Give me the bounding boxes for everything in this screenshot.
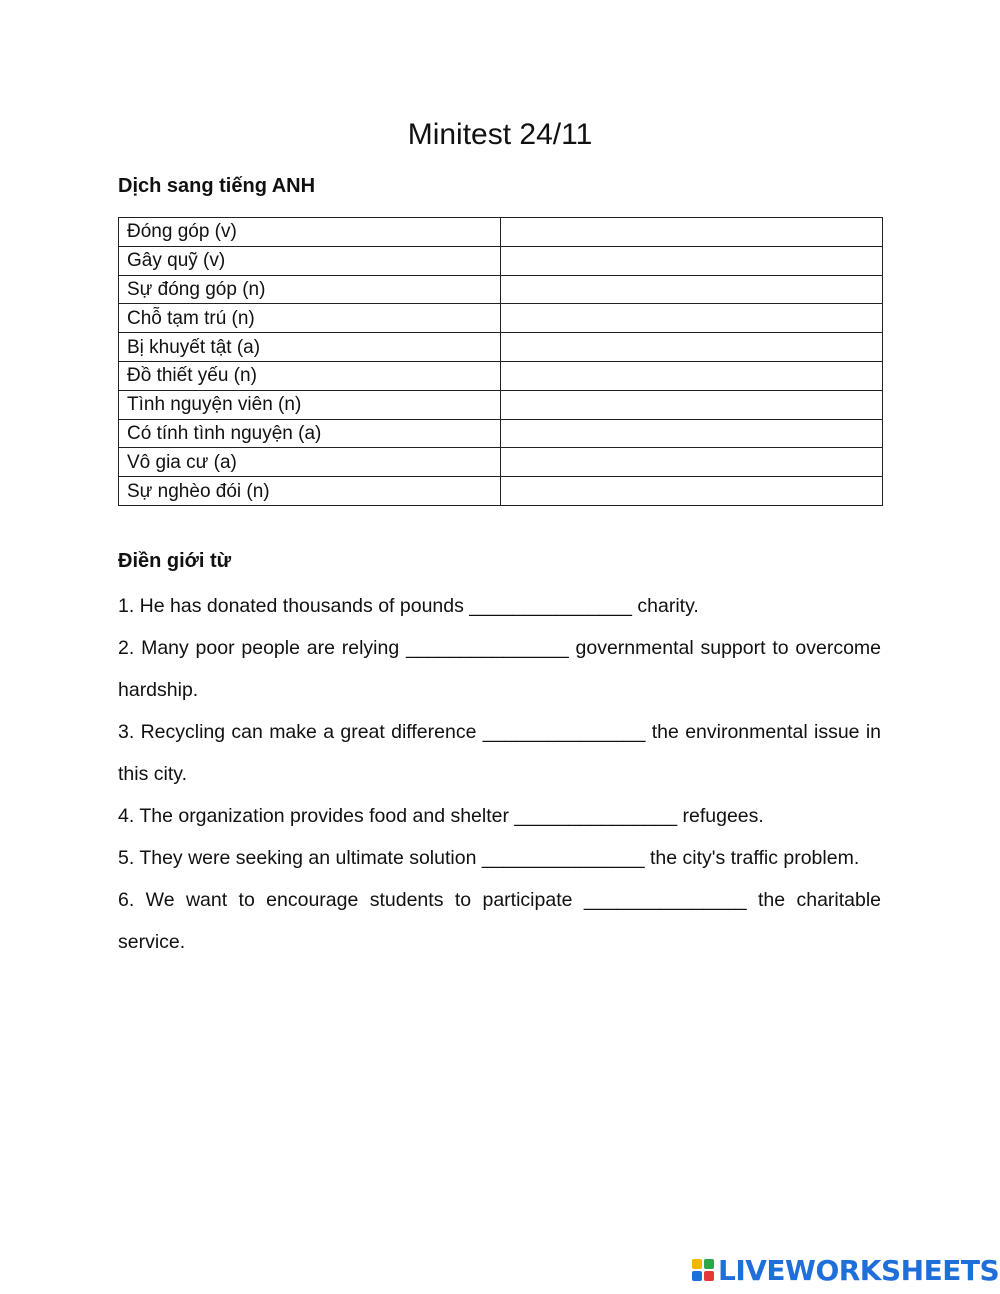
vocab-term: Sự nghèo đói (n) xyxy=(119,477,501,506)
translate-section-heading: Dịch sang tiếng ANH xyxy=(118,175,316,197)
exercise-text-before: 4. The organization provides food and shelter xyxy=(118,805,509,827)
liveworksheets-logo xyxy=(692,1252,999,1288)
answer-input[interactable] xyxy=(501,247,882,274)
exercise-item xyxy=(118,795,881,837)
answer-input[interactable] xyxy=(501,478,882,505)
answer-input[interactable] xyxy=(501,449,882,476)
table-row xyxy=(119,419,883,448)
logo-blocks-icon xyxy=(692,1259,714,1281)
answer-input[interactable] xyxy=(501,305,882,332)
exercise-text-before: 2. Many poor people are relying xyxy=(118,637,400,659)
answer-blank[interactable]: _______________ xyxy=(406,637,569,659)
vocab-term: Chỗ tạm trú (n) xyxy=(119,304,501,333)
answer-input[interactable] xyxy=(501,420,882,447)
exercise-text-after: the environmental issue in this city. xyxy=(118,721,882,785)
exercise-item xyxy=(118,585,881,627)
table-row xyxy=(119,477,883,506)
answer-blank[interactable]: _______________ xyxy=(469,595,632,617)
table-row xyxy=(119,361,883,390)
exercise-text-after: refugees. xyxy=(682,805,764,827)
exercise-text-before: 5. They were seeking an ultimate solution xyxy=(118,847,477,869)
exercise-text-after: charity. xyxy=(637,595,699,617)
answer-input[interactable] xyxy=(501,218,882,245)
vocab-term: Đóng góp (v) xyxy=(119,218,501,247)
answer-blank[interactable]: _______________ xyxy=(514,805,678,827)
table-row xyxy=(119,275,883,304)
table-row xyxy=(119,448,883,477)
vocab-term: Có tính tình nguyện (a) xyxy=(119,419,501,448)
vocab-term: Sự đóng góp (n) xyxy=(119,275,501,304)
vocabulary-table xyxy=(118,217,883,506)
vocab-term: Đồ thiết yếu (n) xyxy=(119,361,501,390)
exercise-text-before: 1. He has donated thousands of pounds xyxy=(118,595,464,617)
page-title: Minitest 24/11 xyxy=(407,118,593,151)
answer-blank[interactable]: _______________ xyxy=(482,721,646,743)
answer-input[interactable] xyxy=(501,276,882,303)
exercise-text-after: the city's traffic problem. xyxy=(649,847,860,869)
answer-input[interactable] xyxy=(501,334,882,361)
answer-input[interactable] xyxy=(501,362,882,389)
table-row xyxy=(119,304,883,333)
preposition-exercises xyxy=(118,585,881,963)
exercise-text-after: governmental support to overcome hardship. xyxy=(118,637,882,701)
answer-input[interactable] xyxy=(501,391,882,418)
table-row xyxy=(119,218,883,247)
vocab-term: Vô gia cư (a) xyxy=(119,448,501,477)
logo-text: LIVEWORKSHEETS xyxy=(718,1253,1000,1287)
exercise-text-after: the charitable service. xyxy=(118,889,882,953)
table-row xyxy=(119,246,883,275)
exercise-text-before: 6. We want to encourage students to participate xyxy=(118,889,573,911)
exercise-item xyxy=(118,879,881,963)
exercise-item xyxy=(118,627,881,711)
answer-blank[interactable]: _______________ xyxy=(481,847,645,869)
vocab-term: Tình nguyện viên (n) xyxy=(119,390,501,419)
exercise-item xyxy=(118,837,881,879)
vocab-term: Gây quỹ (v) xyxy=(119,246,501,275)
table-row xyxy=(119,333,883,362)
preposition-section-heading: Điền giới từ xyxy=(118,550,232,572)
exercise-item xyxy=(118,711,881,795)
exercise-text-before: 3. Recycling can make a great difference xyxy=(118,721,477,743)
answer-blank[interactable]: _______________ xyxy=(583,889,747,911)
vocab-term: Bị khuyết tật (a) xyxy=(119,333,501,362)
table-row xyxy=(119,390,883,419)
